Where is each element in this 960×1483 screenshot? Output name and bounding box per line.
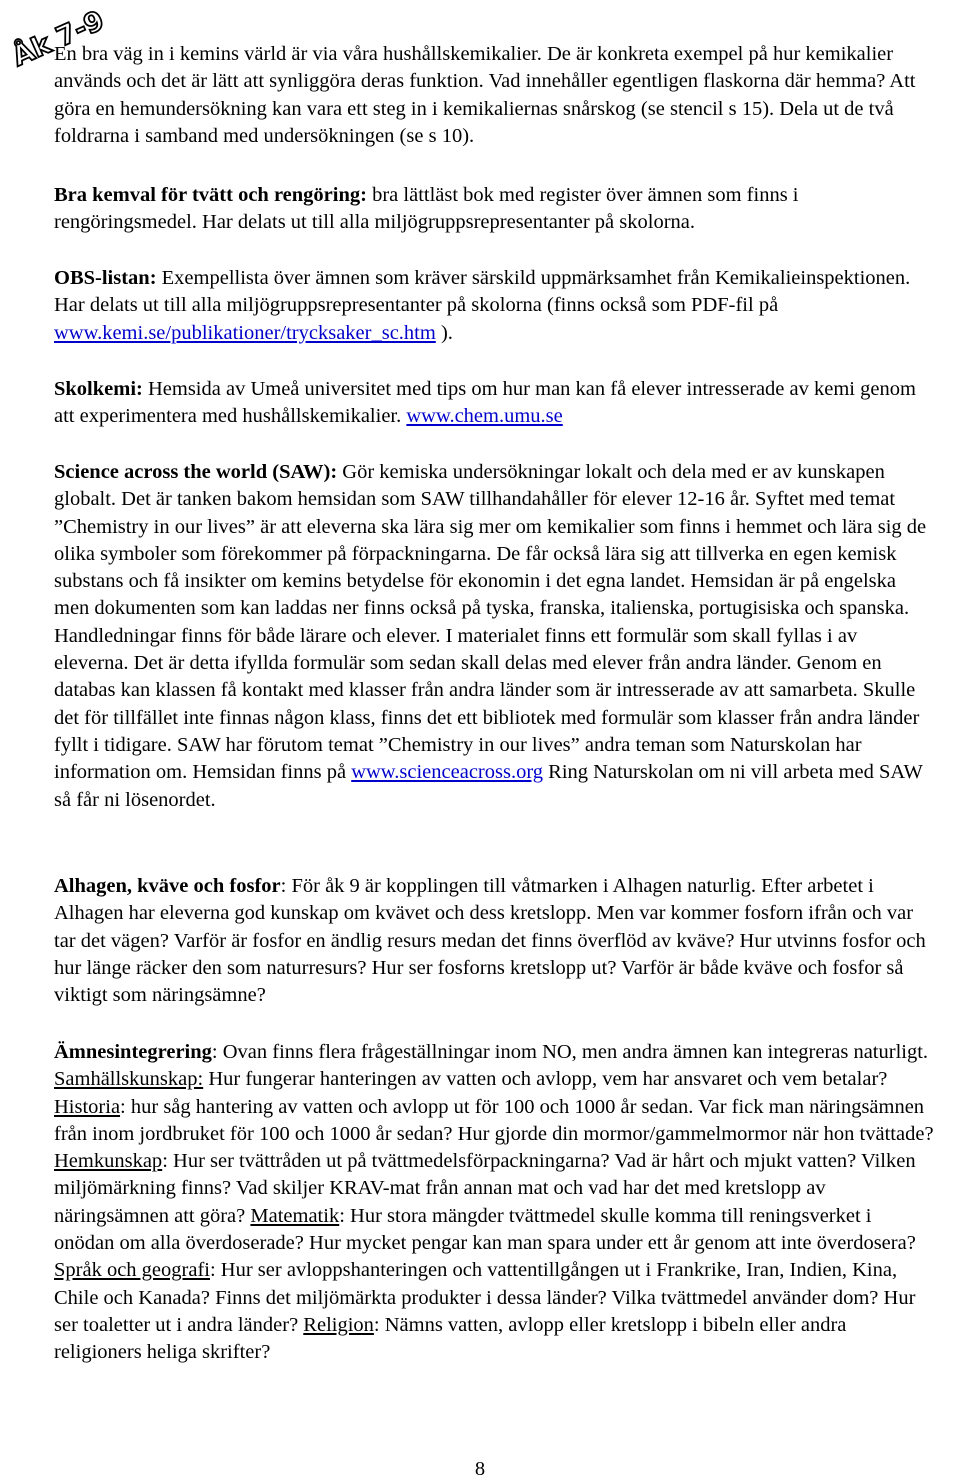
religion-text: : Nämns vatten, avlopp eller kretslopp i bibeln eller andra religioners heliga skrifter?	[54, 1313, 847, 1364]
amnesintegrering-intro: : Ovan finns flera frågeställningar inom NO, men andra ämnen kan integreras naturligt.	[211, 1041, 929, 1063]
amnesintegrering-paragraph	[54, 1039, 934, 1367]
obs-listan-title: OBS-listan:	[54, 267, 157, 289]
stamp-text: Åk 7-9	[7, 5, 109, 73]
subject-religion: Religion	[303, 1313, 374, 1336]
intro-text: En bra väg in i kemins värld är via våra hushållskemikalier. De är konkreta exempel på hur kemikalier används och det är lätt att synliggöra deras funktion. Vad innehåller egentligen flaskorna där hemma? Att göra en hemundersökning kan vara ett steg in i kemikaliernas snårskog (se stencil s 15). Dela ut de två foldrarna i samband med undersökningen (se s 10).	[54, 43, 916, 147]
subject-sprak-och-geografi: Språk och geografi	[54, 1259, 210, 1282]
subject-matematik: Matematik	[250, 1204, 340, 1227]
bra-kemval-text: bra lättläst bok med register över ämnen som finns i rengöringsmedel. Har delats ut till alla miljögruppsrepresentanter på skolorna.	[54, 184, 799, 234]
chem-umu-link[interactable]: www.chem.umu.se	[406, 405, 563, 428]
obs-listan-text: Exempellista över ämnen som kräver särskild uppmärksamhet från Kemikalieinspektionen. Har delats ut till alla miljögruppsrepresentanter på skolorna (finns också som PDF-fil på	[54, 267, 911, 317]
scienceacross-link[interactable]: www.scienceacross.org	[351, 761, 544, 784]
historia-text: : hur såg hantering av vatten och avlopp ut för 100 och 1000 år sedan. Var fick man näringsämnen från inom jordbruket för 100 och 1000 år sedan? Hur gjorde din mormor/gammelmormor när hon tvättade?	[54, 1095, 934, 1145]
skolkemi-paragraph	[54, 376, 934, 431]
subject-historia: Historia	[54, 1095, 121, 1118]
samhallskunskap-text: Hur fungerar hanteringen av vatten och avlopp, vem har ansvaret och vem betalar?	[203, 1068, 888, 1091]
kemi-link[interactable]: www.kemi.se/publikationer/trycksaker_sc.htm	[54, 321, 436, 344]
alhagen-title: Alhagen, kväve och fosfor	[54, 875, 281, 897]
hemkunskap-text: : Hur ser tvättråden ut på tvättmedelsförpackningarna? Vad är hårt och mjukt vatten? Vilken miljömärkning finns? Vad skiljer KRAV-mat från annan mat och vad har det med kretslopp av näringsämnen att göra?	[54, 1150, 916, 1227]
skolkemi-text: Hemsida av Umeå universitet med tips om hur man kan få elever intresserade av kemi genom att experimentera med hushållskemikalier.	[54, 378, 916, 428]
amnesintegrering-title: Ämnesintegrering	[54, 1041, 212, 1063]
saw-title: Science across the world (SAW):	[54, 461, 338, 483]
saw-text: Gör kemiska undersökningar lokalt och dela med er av kunskapen globalt. Det är tanken bakom hemsidan som SAW tillhandahåller för elever 12-16 år. Syftet med temat ”Chemistry in our lives” är att eleverna ska lära sig mer om kemikalier som finns i hemmet och lära sig de olika symboler som förekommer på förpackningarna. De får också lära sig att tillverka en egen kemisk substans och få insikter om kemins betydelse för ekonomin i det egna landet. Hemsidan är på engelska men dokumenten som kan laddas ner finns också på tyska, franska, italienska, portugisiska och spanska. Handledningar finns för både lärare och elever. I materialet finns ett formulär som skall fyllas i av eleverna. Det är detta ifyllda formulär som sedan skall delas med elever från andra länder. Genom en databas kan klassen få kontakt med klasser från andra länder som är intresserade av att samarbeta. Skulle det för tillfället inte finnas någon klass, finns det ett bibliotek med formulär som klasser från andra länder fyllt i tidigare. SAW har förutom temat ”Chemistry in our lives” andra teman som Naturskolan har information om. Hemsidan finns på	[54, 461, 927, 784]
page-number: 8	[474, 1458, 486, 1480]
alhagen-text: : För åk 9 är kopplingen till våtmarken i Alhagen naturlig. Efter arbetet i Alhagen har eleverna god kunskap om kvävet och dess kretslopp. Men var kommer fosforn ifrån och var tar det vägen? Varför är fosfor en ändlig resurs medan det finns överflöd av kväve? Hur utvinns fosfor och hur länge räcker den som naturresurs? Hur ser fosforns kretslopp ut? Varför är både kväve och fosfor så viktigt som näringsämne?	[54, 875, 926, 1007]
sprak-och-geografi-text: : Hur ser avloppshanteringen och vattentillgången ut i Frankrike, Iran, Indien, Kina, Chile och Kanada? Finns det miljömärkta produkter i dessa länder? Vilka tvättmedel använder dom? Hur ser toaletter ut i andra länder?	[54, 1259, 916, 1336]
alhagen-paragraph	[54, 873, 934, 1009]
saw-paragraph	[54, 459, 934, 814]
bra-kemval-paragraph	[54, 182, 934, 237]
saw-text-end: Ring Naturskolan om ni vill arbeta med SAW så får ni lösenordet.	[54, 761, 923, 811]
matematik-text: : Hur stora mängder tvättmedel skulle komma till reningsverket i onödan om alla överdoserade? Hur mycket pengar kan man spara under ett år genom att inte överdosera?	[54, 1204, 916, 1255]
skolkemi-title: Skolkemi:	[54, 378, 143, 400]
bra-kemval-title: Bra kemval för tvätt och rengöring:	[54, 184, 367, 206]
obs-listan-paragraph	[54, 265, 934, 347]
subject-hemkunskap: Hemkunskap	[54, 1150, 163, 1173]
subject-samhallskunskap: Samhällskunskap:	[54, 1068, 204, 1091]
obs-listan-text-end: ).	[435, 321, 453, 344]
intro-paragraph	[54, 41, 934, 150]
